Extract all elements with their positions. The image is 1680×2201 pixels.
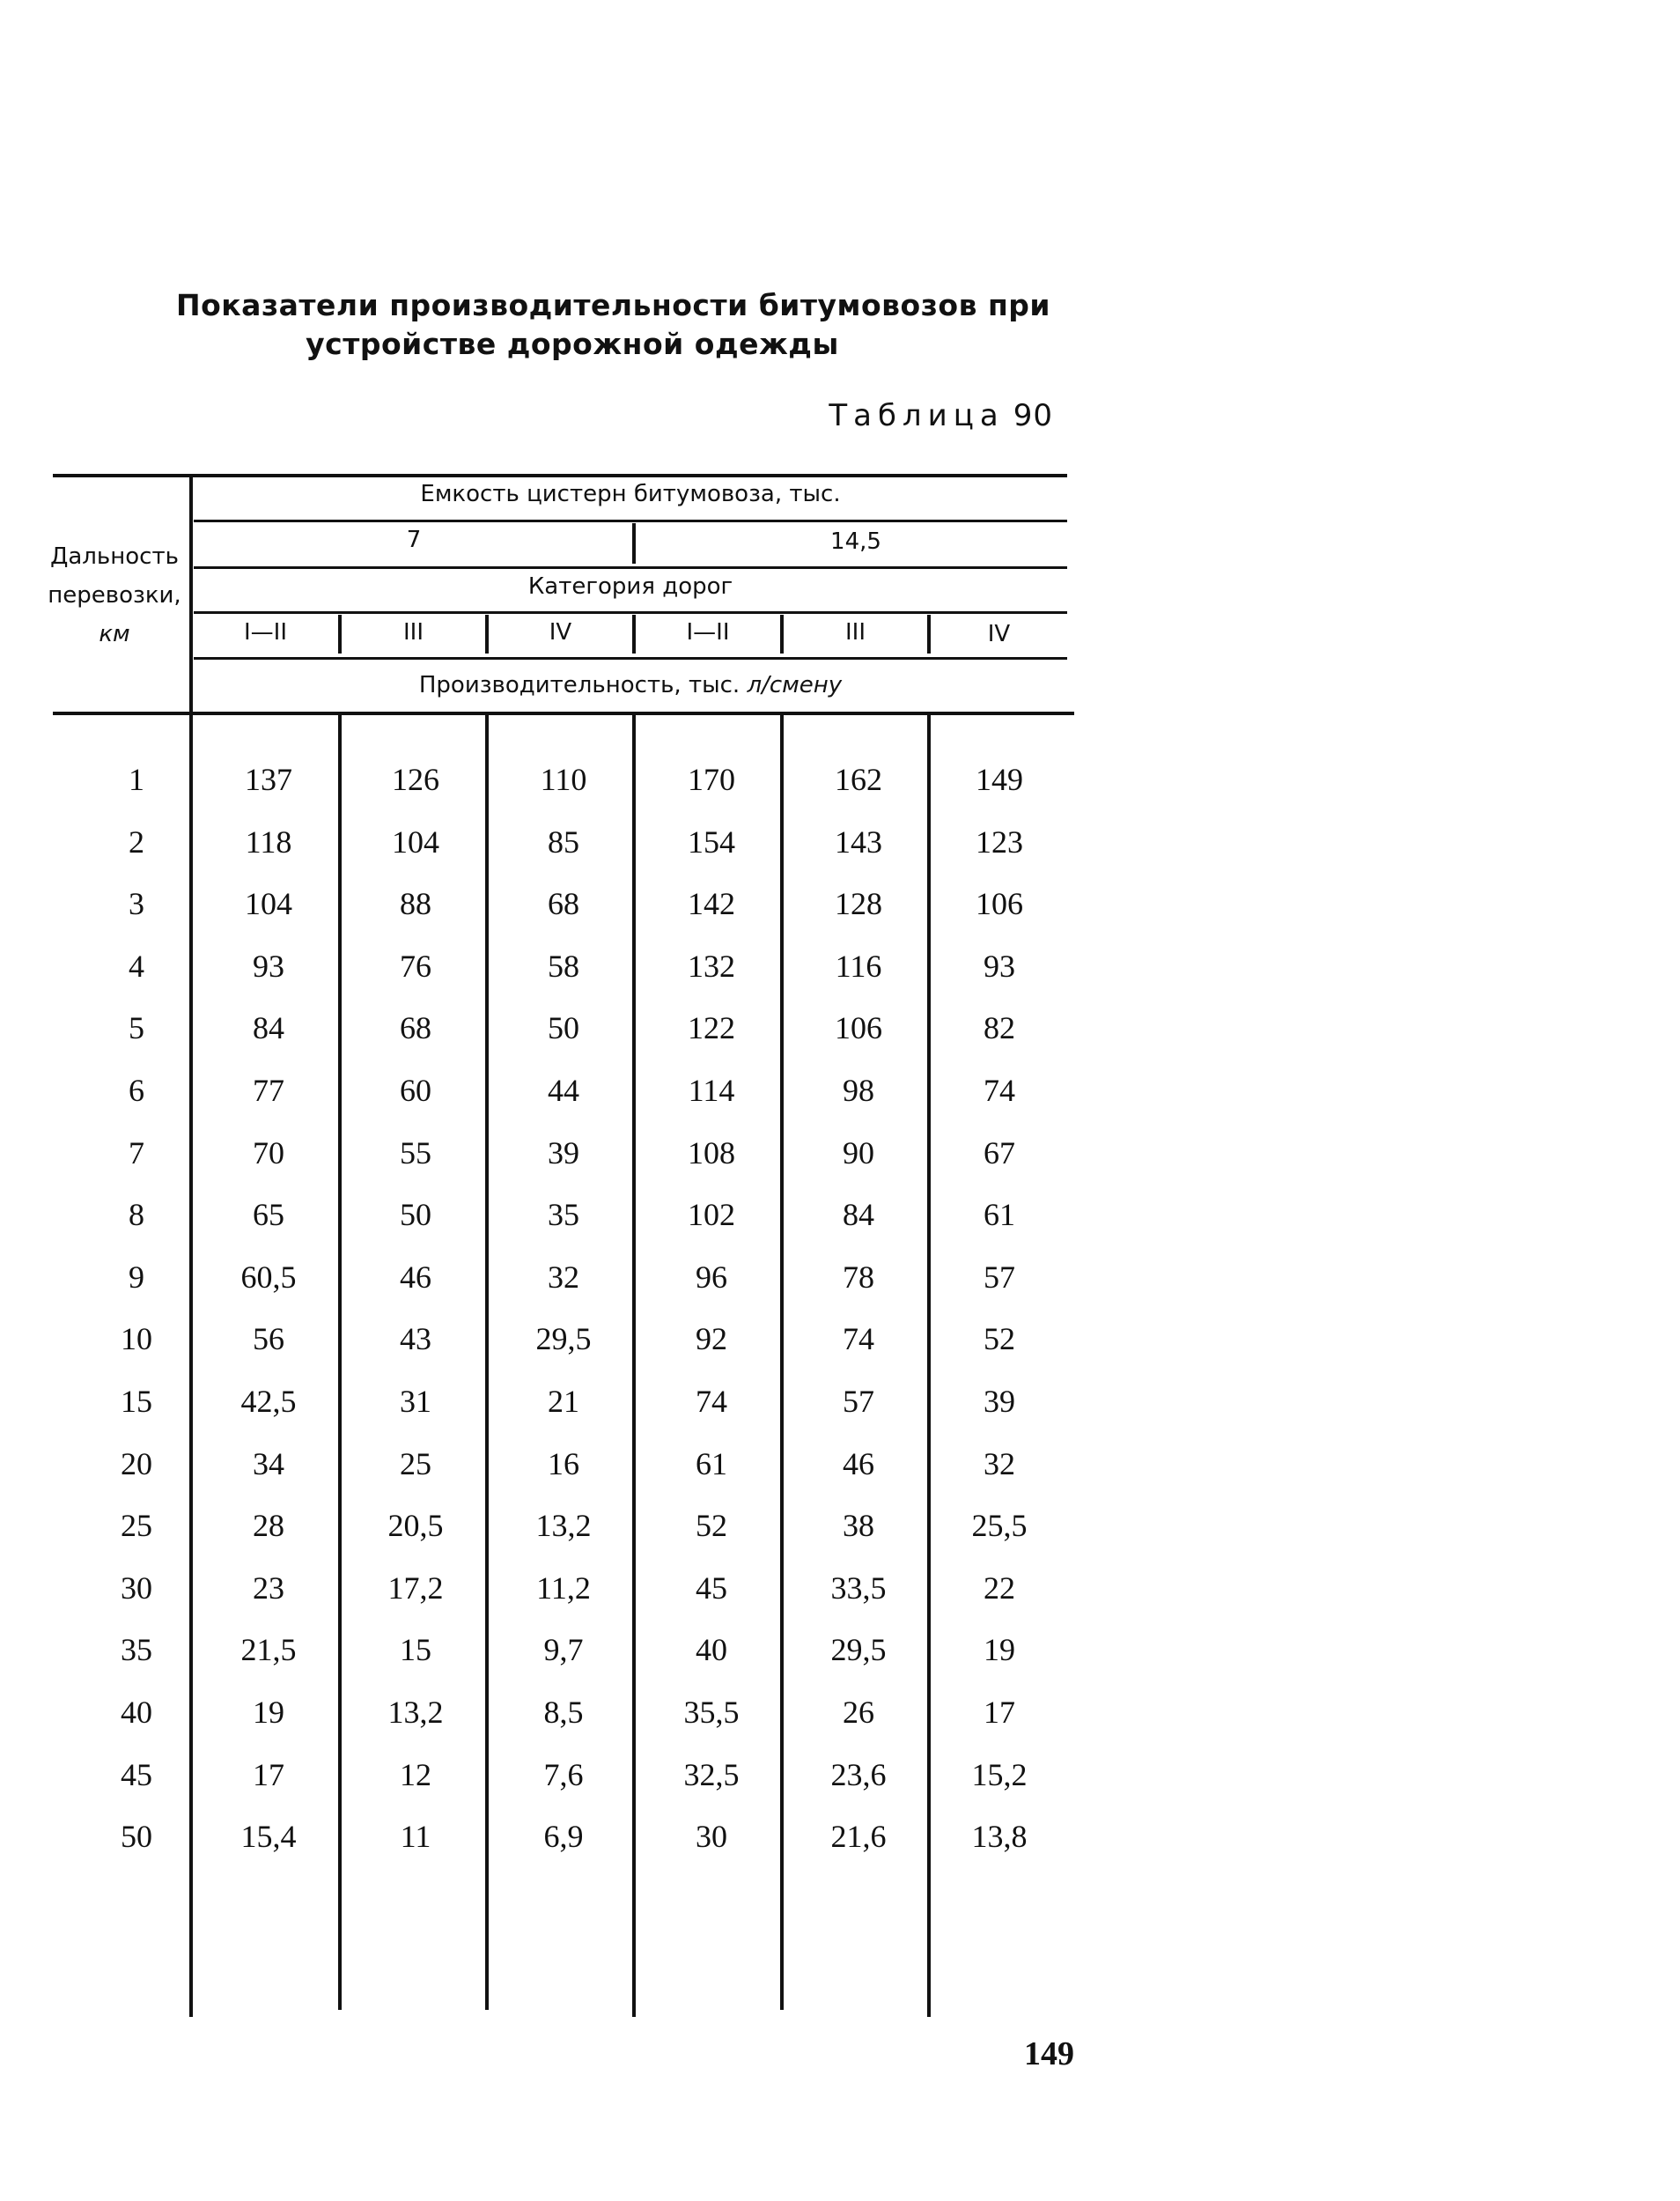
distance-cell: 7 <box>129 1134 144 1171</box>
value-cell: 52 <box>696 1508 727 1544</box>
value-cell: 76 <box>400 948 431 984</box>
distance-cell: 25 <box>121 1508 152 1544</box>
value-cell: 20,5 <box>387 1508 444 1544</box>
value-cell: 123 <box>976 824 1023 860</box>
distance-cell: 40 <box>121 1694 152 1730</box>
value-cell: 149 <box>976 762 1023 797</box>
distance-cell: 30 <box>121 1570 152 1606</box>
table-row <box>0 1184 1680 1246</box>
value-cell: 6,9 <box>543 1819 584 1855</box>
table-row <box>0 1619 1680 1681</box>
value-cell: 13,8 <box>971 1819 1028 1855</box>
table-row <box>0 935 1680 998</box>
value-cell: 23,6 <box>830 1756 887 1792</box>
header-rule-groups <box>194 566 1067 569</box>
category-header-6: IV <box>987 621 1011 647</box>
table-title-line-2: устройстве дорожной одежды <box>306 327 839 361</box>
distance-cell: 5 <box>129 1010 144 1046</box>
value-cell: 25,5 <box>971 1508 1028 1544</box>
stub-header-line-2: перевозки, <box>48 582 181 609</box>
stub-header <box>40 537 189 654</box>
table-row <box>0 873 1680 935</box>
header-bottom-rule <box>53 712 1074 715</box>
table-row <box>0 1806 1680 1868</box>
category-header-4: I—II <box>686 619 730 646</box>
table-row <box>0 1681 1680 1744</box>
value-cell: 143 <box>835 824 882 860</box>
table-label-word: Таблица <box>829 398 1005 433</box>
distance-cell: 2 <box>129 824 144 860</box>
value-cell: 60 <box>400 1072 431 1108</box>
value-cell: 102 <box>688 1197 735 1233</box>
value-cell: 142 <box>688 886 735 922</box>
table-row <box>0 1495 1680 1557</box>
header-rule-capacity <box>194 520 1067 522</box>
value-cell: 154 <box>688 824 735 860</box>
value-cell: 39 <box>548 1134 579 1171</box>
value-cell: 46 <box>843 1445 874 1481</box>
value-cell: 16 <box>548 1445 579 1481</box>
table-row <box>0 811 1680 874</box>
value-cell: 46 <box>400 1259 431 1295</box>
value-cell: 114 <box>688 1072 735 1108</box>
value-cell: 70 <box>253 1134 284 1171</box>
header-top-rule <box>53 474 1067 477</box>
table-label-number: 90 <box>1013 398 1053 433</box>
stub-header-unit: км <box>99 621 130 647</box>
value-cell: 33,5 <box>830 1570 887 1606</box>
value-cell: 35 <box>548 1197 579 1233</box>
category-header-2: III <box>402 619 424 646</box>
value-cell: 22 <box>984 1570 1015 1606</box>
table-row <box>0 1060 1680 1122</box>
value-cell: 98 <box>843 1072 874 1108</box>
value-cell: 32,5 <box>683 1756 740 1792</box>
value-cell: 93 <box>253 948 284 984</box>
table-label <box>792 398 1053 433</box>
value-cell: 84 <box>253 1010 284 1046</box>
value-cell: 52 <box>984 1321 1015 1357</box>
header-rule-category <box>194 611 1067 614</box>
value-cell: 55 <box>400 1134 431 1171</box>
table-row <box>0 1433 1680 1496</box>
value-cell: 56 <box>253 1321 284 1357</box>
value-cell: 32 <box>548 1259 579 1295</box>
category-header-3: IV <box>549 619 572 646</box>
value-cell: 23 <box>253 1570 284 1606</box>
value-cell: 32 <box>984 1445 1015 1481</box>
table-title-line-1: Показатели производительности битумовозов при <box>176 288 1050 322</box>
value-cell: 11 <box>400 1819 431 1855</box>
value-cell: 15,4 <box>240 1819 297 1855</box>
value-cell: 39 <box>984 1383 1015 1419</box>
table-body <box>0 749 1680 1868</box>
value-cell: 82 <box>984 1010 1015 1046</box>
value-cell: 128 <box>835 886 882 922</box>
value-cell: 29,5 <box>535 1321 592 1357</box>
distance-cell: 3 <box>129 886 144 922</box>
value-cell: 106 <box>976 886 1023 922</box>
stub-header-line-1: Дальность <box>50 543 179 570</box>
value-cell: 19 <box>984 1632 1015 1668</box>
value-cell: 58 <box>548 948 579 984</box>
category-header-5: III <box>844 619 866 646</box>
value-cell: 68 <box>400 1010 431 1046</box>
value-cell: 74 <box>984 1072 1015 1108</box>
value-cell: 116 <box>835 948 882 984</box>
value-cell: 44 <box>548 1072 579 1108</box>
value-cell: 30 <box>696 1819 727 1855</box>
value-cell: 162 <box>835 762 882 797</box>
value-cell: 15,2 <box>971 1756 1028 1792</box>
table-title <box>176 286 1050 364</box>
value-cell: 126 <box>392 762 439 797</box>
value-cell: 74 <box>696 1383 727 1419</box>
productivity-header-text: Производительность, тыс. <box>418 672 741 698</box>
value-cell: 17,2 <box>387 1570 444 1606</box>
value-cell: 40 <box>696 1632 727 1668</box>
value-cell: 93 <box>984 948 1015 984</box>
capacity-group-2: 14,5 <box>830 528 881 555</box>
value-cell: 50 <box>548 1010 579 1046</box>
value-cell: 8,5 <box>543 1694 584 1730</box>
value-cell: 67 <box>984 1134 1015 1171</box>
value-cell: 60,5 <box>240 1259 297 1295</box>
value-cell: 42,5 <box>240 1383 297 1419</box>
header-rule-categories <box>194 657 1067 660</box>
distance-cell: 35 <box>121 1632 152 1668</box>
value-cell: 34 <box>253 1445 284 1481</box>
distance-cell: 6 <box>129 1072 144 1108</box>
value-cell: 104 <box>392 824 439 860</box>
value-cell: 57 <box>843 1383 874 1419</box>
value-cell: 11,2 <box>536 1570 591 1606</box>
value-cell: 38 <box>843 1508 874 1544</box>
productivity-header <box>194 671 1067 699</box>
value-cell: 170 <box>688 762 735 797</box>
distance-cell: 9 <box>129 1259 144 1295</box>
value-cell: 12 <box>400 1756 431 1792</box>
page-number: 149 <box>1024 2035 1074 2072</box>
value-cell: 84 <box>843 1197 874 1233</box>
value-cell: 21 <box>548 1383 579 1419</box>
table-row <box>0 1246 1680 1309</box>
value-cell: 29,5 <box>830 1632 887 1668</box>
value-cell: 17 <box>984 1694 1015 1730</box>
table-row <box>0 1557 1680 1620</box>
distance-cell: 4 <box>129 948 144 984</box>
capacity-group-1: 7 <box>406 527 422 553</box>
value-cell: 108 <box>688 1134 735 1171</box>
value-cell: 68 <box>548 886 579 922</box>
table-row <box>0 1308 1680 1370</box>
value-cell: 65 <box>253 1197 284 1233</box>
value-cell: 19 <box>253 1694 284 1730</box>
value-cell: 45 <box>696 1570 727 1606</box>
value-cell: 17 <box>253 1756 284 1792</box>
table-row <box>0 1122 1680 1185</box>
value-cell: 137 <box>245 762 292 797</box>
table-row <box>0 1370 1680 1433</box>
value-cell: 15 <box>400 1632 431 1668</box>
distance-cell: 50 <box>121 1819 152 1855</box>
value-cell: 21,6 <box>830 1819 887 1855</box>
road-category-header: Категория дорог <box>527 573 733 600</box>
value-cell: 78 <box>843 1259 874 1295</box>
value-cell: 7,6 <box>543 1756 584 1792</box>
value-cell: 90 <box>843 1134 874 1171</box>
value-cell: 106 <box>835 1010 882 1046</box>
distance-cell: 1 <box>129 762 144 797</box>
value-cell: 122 <box>688 1010 735 1046</box>
distance-cell: 8 <box>129 1197 144 1233</box>
value-cell: 132 <box>688 948 735 984</box>
value-cell: 31 <box>400 1383 431 1419</box>
table-row <box>0 997 1680 1060</box>
value-cell: 9,7 <box>543 1632 584 1668</box>
value-cell: 21,5 <box>240 1632 297 1668</box>
value-cell: 77 <box>253 1072 284 1108</box>
distance-cell: 15 <box>121 1383 152 1419</box>
value-cell: 61 <box>984 1197 1015 1233</box>
table-row <box>0 749 1680 811</box>
value-cell: 35,5 <box>683 1694 740 1730</box>
value-cell: 85 <box>548 824 579 860</box>
value-cell: 13,2 <box>535 1508 592 1544</box>
value-cell: 118 <box>245 824 292 860</box>
value-cell: 96 <box>696 1259 727 1295</box>
value-cell: 88 <box>400 886 431 922</box>
value-cell: 43 <box>400 1321 431 1357</box>
distance-cell: 45 <box>121 1756 152 1792</box>
value-cell: 110 <box>540 762 587 797</box>
table-row <box>0 1744 1680 1806</box>
value-cell: 28 <box>253 1508 284 1544</box>
capacity-header: Емкость цистерн битумовоза, тыс. <box>420 481 841 507</box>
value-cell: 61 <box>696 1445 727 1481</box>
value-cell: 50 <box>400 1197 431 1233</box>
value-cell: 92 <box>696 1321 727 1357</box>
distance-cell: 10 <box>121 1321 152 1357</box>
value-cell: 104 <box>245 886 292 922</box>
distance-cell: 20 <box>121 1445 152 1481</box>
productivity-header-unit: л/смену <box>747 672 843 698</box>
value-cell: 26 <box>843 1694 874 1730</box>
value-cell: 74 <box>843 1321 874 1357</box>
value-cell: 57 <box>984 1259 1015 1295</box>
category-header-1: I—II <box>243 619 287 646</box>
value-cell: 13,2 <box>387 1694 444 1730</box>
value-cell: 25 <box>400 1445 431 1481</box>
